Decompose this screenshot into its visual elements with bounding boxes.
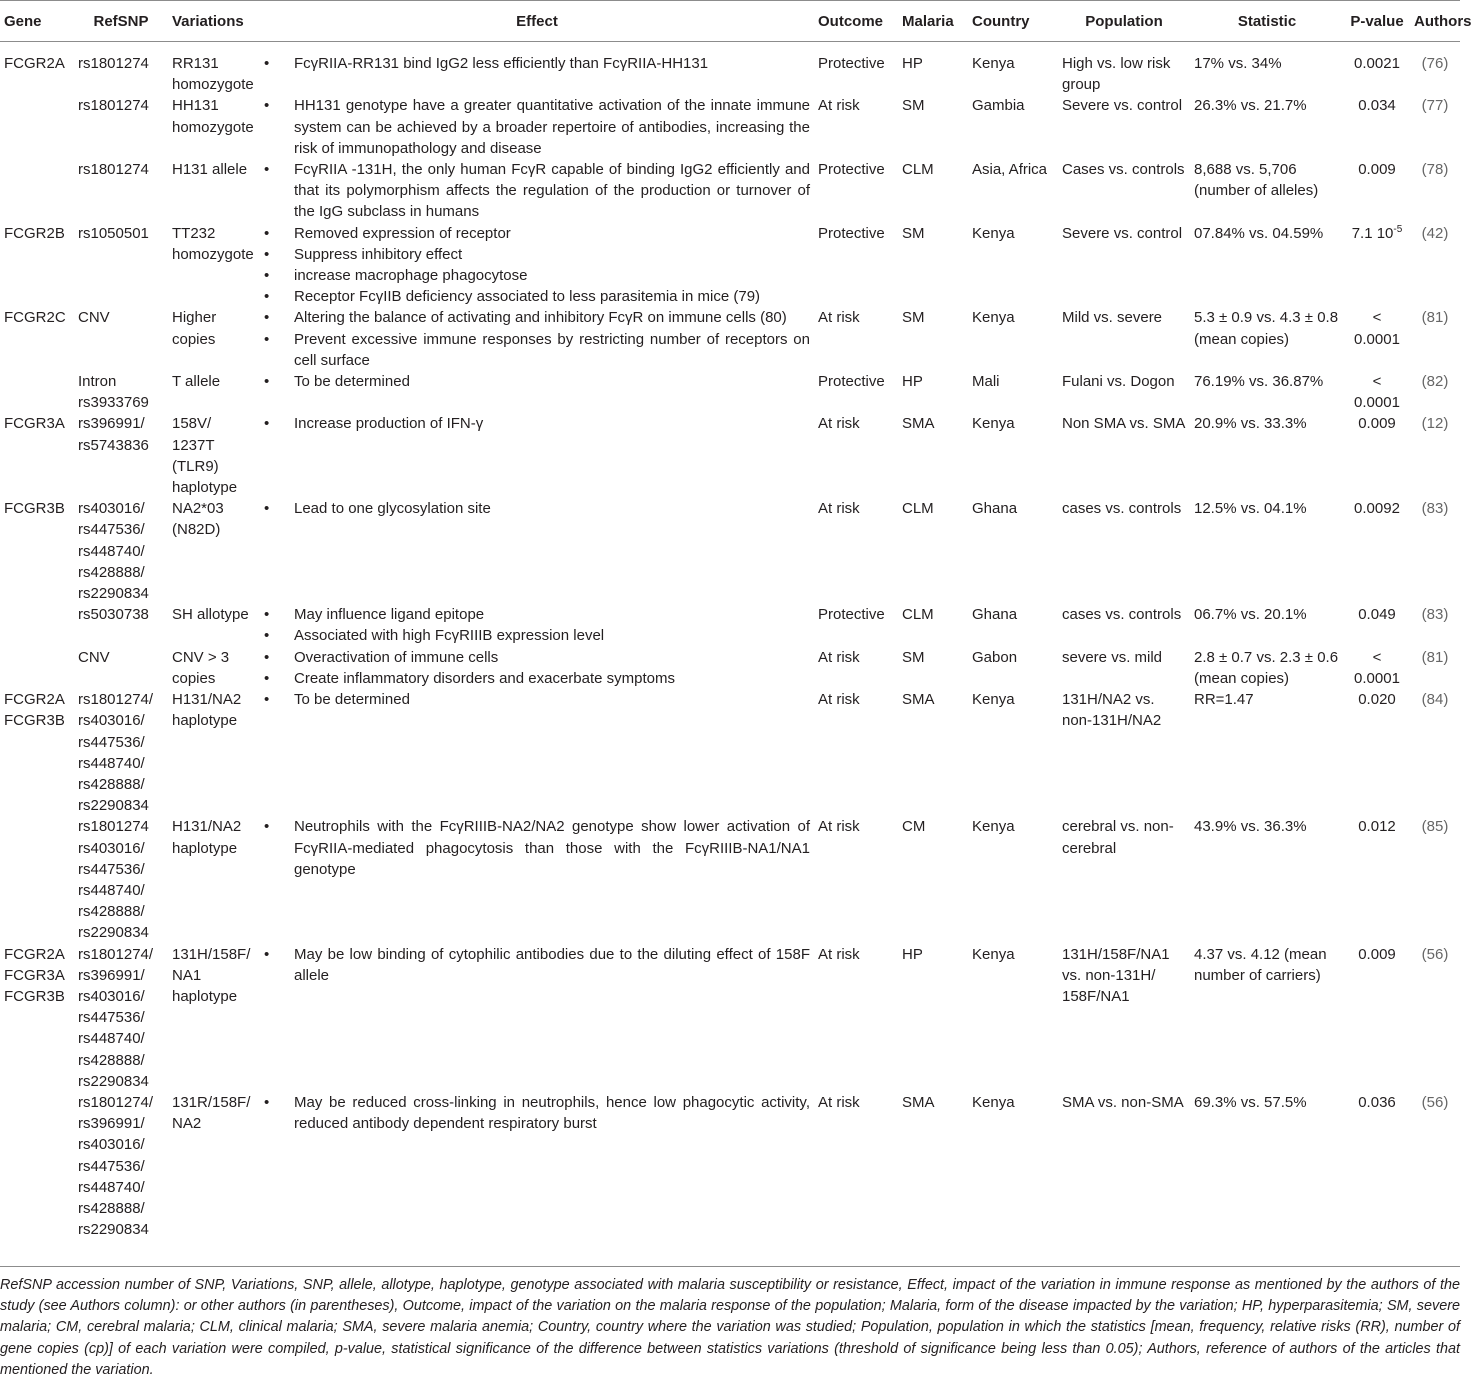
effect-item: • FcγRIIA-RR131 bind IgG2 less efficiently than FcγRIIA-HH131	[264, 53, 810, 74]
cell-effect	[260, 223, 814, 308]
cell-outcome: At risk	[818, 691, 860, 709]
effect-item: • May influence ligand epitope	[264, 604, 810, 625]
cell-variations: T allele	[172, 373, 221, 391]
cell-pvalue: 0.036	[1358, 1093, 1396, 1111]
cell-population: High vs. low risk group	[1062, 55, 1171, 94]
effect-item: • To be determined	[264, 689, 810, 710]
cell-pvalue: 0.009	[1358, 161, 1396, 179]
effect-item: • Suppress inhibitory effect	[264, 244, 810, 265]
effect-list	[264, 95, 810, 159]
effect-list	[264, 689, 810, 710]
table-row	[0, 944, 1460, 1092]
cell-refsnp: rs403016/ rs447536/ rs448740/ rs428888/ rs2290834	[78, 500, 149, 603]
cell-malaria: CLM	[902, 500, 934, 518]
cell-statistic: 26.3% vs. 21.7%	[1194, 97, 1307, 115]
table-row	[0, 604, 1460, 646]
cell-pvalue: 0.020	[1358, 691, 1396, 709]
cell-effect	[260, 689, 814, 816]
header-variations: Variations	[168, 1, 260, 42]
cell-country: Kenya	[972, 309, 1015, 327]
cell-effect	[260, 42, 814, 96]
cell-authors: (76)	[1421, 55, 1449, 72]
cell-country: Mali	[972, 373, 1000, 391]
header-authors: Authors	[1410, 1, 1460, 42]
cell-pvalue: 0.009	[1358, 415, 1396, 433]
cell-country: Kenya	[972, 224, 1015, 242]
cell-country: Kenya	[972, 818, 1015, 836]
table-body	[0, 42, 1460, 1241]
cell-effect	[260, 498, 814, 604]
cell-pvalue: 0.034	[1358, 97, 1396, 115]
cell-refsnp: rs5030738	[78, 606, 149, 624]
cell-effect	[260, 944, 814, 1092]
cell-authors: (83)	[1421, 500, 1449, 518]
effect-item: • Altering the balance of activating and inhibitory FcγR on immune cells (80)	[264, 307, 810, 328]
cell-variations: Higher copies	[172, 309, 217, 348]
cell-statistic: 4.37 vs. 4.12 (mean number of carriers)	[1194, 945, 1327, 984]
cell-outcome: At risk	[818, 945, 860, 963]
cell-outcome: At risk	[818, 500, 860, 518]
cell-effect	[260, 413, 814, 498]
cell-refsnp: rs1801274/ rs396991/ rs403016/ rs447536/ rs448740/ rs428888/ rs2290834	[78, 945, 154, 1090]
table-row	[0, 689, 1460, 816]
cell-gene	[0, 816, 74, 943]
cell-authors: (84)	[1421, 691, 1449, 709]
cell-population: cases vs. controls	[1062, 500, 1182, 518]
effect-list	[264, 647, 810, 689]
cell-authors: (82)	[1421, 373, 1449, 391]
cell-refsnp: rs1801274	[78, 97, 149, 115]
effect-list	[264, 413, 810, 434]
cell-population: Severe vs. control	[1062, 97, 1183, 115]
cell-outcome: Protective	[818, 606, 885, 624]
cell-statistic: 5.3 ± 0.9 vs. 4.3 ± 0.8 (mean copies)	[1194, 309, 1339, 348]
cell-refsnp: Intron rs3933769	[78, 373, 149, 412]
cell-gene	[0, 1092, 74, 1240]
cell-outcome: Protective	[818, 224, 885, 242]
cell-population: cerebral vs. non-cerebral	[1062, 818, 1174, 857]
cell-variations: 131H/158F/ NA1 haplotype	[172, 945, 251, 1005]
cell-pvalue: < 0.0001	[1354, 373, 1400, 412]
table-row	[0, 95, 1460, 159]
cell-effect	[260, 816, 814, 943]
header-malaria: Malaria	[898, 1, 968, 42]
cell-authors: (77)	[1421, 97, 1449, 115]
cell-variations: SH allotype	[172, 606, 249, 624]
header-country: Country	[968, 1, 1058, 42]
cell-country: Ghana	[972, 500, 1018, 518]
table-row	[0, 816, 1460, 943]
effect-list	[264, 371, 810, 392]
cell-malaria: HP	[902, 55, 923, 72]
cell-outcome: Protective	[818, 55, 885, 72]
cell-country: Ghana	[972, 606, 1018, 624]
cell-statistic: 69.3% vs. 57.5%	[1194, 1093, 1307, 1111]
cell-pvalue: 0.0021	[1354, 55, 1400, 72]
cell-gene	[0, 159, 74, 223]
cell-outcome: Protective	[818, 373, 885, 391]
cell-authors: (83)	[1421, 606, 1449, 624]
cell-malaria: HP	[902, 945, 923, 963]
header-outcome: Outcome	[814, 1, 898, 42]
cell-authors: (85)	[1421, 818, 1449, 836]
cell-variations: TT232 homozygote	[172, 224, 254, 263]
cell-variations: NA2*03 (N82D)	[172, 500, 224, 539]
table-row	[0, 413, 1460, 498]
cell-gene: FCGR2A FCGR3A FCGR3B	[4, 945, 65, 1005]
cell-statistic: 06.7% vs. 20.1%	[1194, 606, 1307, 624]
header-statistic: Statistic	[1190, 1, 1344, 42]
cell-outcome: At risk	[818, 1093, 860, 1111]
cell-statistic: RR=1.47	[1194, 691, 1254, 709]
cell-refsnp: rs1801274	[78, 161, 149, 179]
effect-list	[264, 498, 810, 519]
effect-item: • May be low binding of cytophilic antibodies due to the diluting effect of 158F allele	[264, 944, 810, 986]
effect-item: • HH131 genotype have a greater quantitative activation of the innate immune system can be achieved by a broader repertoire of antibodies, increasing the risk of immunopathology and disease	[264, 95, 810, 159]
cell-malaria: CM	[902, 818, 926, 836]
cell-refsnp: rs1801274 rs403016/ rs447536/ rs448740/ rs428888/ rs2290834	[78, 818, 149, 942]
table-row	[0, 307, 1460, 371]
effect-list	[264, 604, 810, 646]
cell-population: Cases vs. controls	[1062, 161, 1185, 179]
cell-authors: (56)	[1421, 1093, 1449, 1111]
cell-country: Asia, Africa	[972, 161, 1048, 179]
header-gene: Gene	[0, 1, 74, 42]
effect-item: • increase macrophage phagocytose	[264, 265, 810, 286]
effect-list	[264, 223, 810, 308]
cell-refsnp: rs1801274/ rs396991/ rs403016/ rs447536/ rs448740/ rs428888/ rs2290834	[78, 1093, 154, 1239]
cell-population: 131H/NA2 vs. non-131H/NA2	[1062, 691, 1162, 730]
cell-refsnp: rs1801274	[78, 55, 149, 72]
cell-statistic: 76.19% vs. 36.87%	[1194, 373, 1324, 391]
cell-pvalue: 0.012	[1358, 818, 1396, 836]
cell-outcome: At risk	[818, 818, 860, 836]
cell-authors: (78)	[1421, 161, 1449, 179]
header-pvalue: P-value	[1344, 1, 1410, 42]
cell-statistic: 2.8 ± 0.7 vs. 2.3 ± 0.6 (mean copies)	[1194, 648, 1339, 687]
cell-variations: HH131 homozygote	[172, 97, 254, 136]
table-row	[0, 223, 1460, 308]
cell-country: Gabon	[972, 648, 1018, 666]
cell-effect	[260, 647, 814, 689]
cell-variations: 131R/158F/ NA2	[172, 1093, 251, 1133]
effect-item: • Associated with high FcγRIIIB expression level	[264, 625, 810, 646]
effect-list	[264, 1092, 810, 1134]
header-effect: Effect	[260, 1, 814, 42]
cell-country: Kenya	[972, 691, 1015, 709]
cell-gene: FCGR3A	[4, 415, 65, 433]
cell-population: Non SMA vs. SMA	[1062, 415, 1186, 433]
cell-variations: CNV > 3 copies	[172, 648, 230, 687]
cell-malaria: SM	[902, 648, 925, 666]
cell-statistic: 43.9% vs. 36.3%	[1194, 818, 1307, 836]
effect-list	[264, 159, 810, 223]
effect-item: • Prevent excessive immune responses by restricting number of receptors on cell surface	[264, 329, 810, 371]
cell-malaria: SMA	[902, 415, 935, 433]
cell-authors: (81)	[1421, 648, 1449, 666]
cell-effect	[260, 95, 814, 159]
effect-item: • To be determined	[264, 371, 810, 392]
effect-item: • Lead to one glycosylation site	[264, 498, 810, 519]
pvalue-exponent: -5	[1393, 223, 1403, 235]
cell-population: Mild vs. severe	[1062, 309, 1163, 327]
effect-item: • FcγRIIA -131H, the only human FcγR capable of binding IgG2 efficiently and that its polymorphism affects the regulation of the production or turnover of the IgG subclass in humans	[264, 159, 810, 223]
cell-authors: (42)	[1421, 224, 1449, 242]
cell-outcome: At risk	[818, 648, 860, 666]
effect-list	[264, 816, 810, 880]
cell-malaria: SM	[902, 309, 925, 327]
cell-outcome: Protective	[818, 161, 885, 179]
cell-effect	[260, 371, 814, 413]
table-footnote: RefSNP accession number of SNP, Variations, SNP, allele, allotype, haplotype, genotype associated with malaria susceptibility or resistance, Effect, impact of the variation in immune response as mentioned by the authors of the study (see Authors column): or other authors (in parentheses), Outcome, impact of the variation on the malaria response of the population; Malaria, form of the disease impacted by the variation; HP, hyperparasitemia; SM, severe malaria; CM, cerebral malaria; CLM, clinical malaria; SMA, severe malaria anemia; Country, country where the variation was studied; Population, population in which the statistics [mean, frequency, relative risks (RR), number of gene copies (cp)] of each variation were compiled, p-value, statistical significance of the difference between statistics variations (threshold of significance being less than 0.05); Authors, reference of authors of the articles that mentioned the variation.	[0, 1266, 1460, 1381]
cell-variations: H131/NA2 haplotype	[172, 691, 242, 730]
effect-item: • Increase production of IFN-γ	[264, 413, 810, 434]
cell-population: Fulani vs. Dogon	[1062, 373, 1175, 391]
cell-outcome: At risk	[818, 97, 860, 115]
cell-country: Kenya	[972, 945, 1015, 963]
effect-item: • Create inflammatory disorders and exacerbate symptoms	[264, 668, 810, 689]
cell-population: SMA vs. non-SMA	[1062, 1093, 1184, 1111]
cell-gene: FCGR3B	[4, 500, 65, 518]
cell-variations: H131 allele	[172, 161, 248, 179]
cell-malaria: SM	[902, 224, 925, 242]
cell-country: Kenya	[972, 55, 1015, 72]
cell-gene: FCGR2B	[4, 224, 65, 242]
cell-gene: FCGR2A FCGR3B	[4, 691, 65, 730]
table-row	[0, 498, 1460, 604]
cell-population: Severe vs. control	[1062, 224, 1183, 242]
table-row	[0, 647, 1460, 689]
effect-item: • Overactivation of immune cells	[264, 647, 810, 668]
cell-statistic: 12.5% vs. 04.1%	[1194, 500, 1307, 518]
cell-country: Kenya	[972, 1093, 1015, 1111]
cell-pvalue: < 0.0001	[1354, 648, 1400, 687]
cell-outcome: At risk	[818, 309, 860, 327]
cell-pvalue	[1344, 223, 1410, 308]
cell-refsnp: rs396991/ rs5743836	[78, 415, 149, 454]
cell-variations: H131/NA2 haplotype	[172, 818, 242, 857]
cell-effect	[260, 307, 814, 371]
cell-refsnp: CNV	[78, 309, 110, 327]
cell-variations: RR131 homozygote	[172, 55, 254, 94]
cell-gene	[0, 604, 74, 646]
table-row	[0, 1092, 1460, 1240]
cell-population: cases vs. controls	[1062, 606, 1182, 624]
cell-refsnp: CNV	[78, 648, 110, 666]
cell-authors: (81)	[1421, 309, 1449, 327]
cell-gene	[0, 371, 74, 413]
table-row	[0, 42, 1460, 96]
cell-effect	[260, 159, 814, 223]
cell-country: Gambia	[972, 97, 1025, 115]
effect-list	[264, 944, 810, 986]
cell-refsnp: rs1050501	[78, 224, 149, 242]
cell-effect	[260, 604, 814, 646]
cell-malaria: SMA	[902, 691, 935, 709]
cell-gene	[0, 95, 74, 159]
cell-refsnp: rs1801274/ rs403016/ rs447536/ rs448740/ rs428888/ rs2290834	[78, 691, 154, 815]
effect-list	[264, 307, 810, 371]
cell-pvalue: 0.049	[1358, 606, 1396, 624]
cell-pvalue: 0.009	[1358, 945, 1396, 963]
cell-pvalue: < 0.0001	[1354, 309, 1400, 348]
cell-statistic: 8,688 vs. 5,706 (number of alleles)	[1194, 161, 1319, 200]
cell-statistic: 17% vs. 34%	[1194, 55, 1282, 72]
cell-outcome: At risk	[818, 415, 860, 433]
cell-country: Kenya	[972, 415, 1015, 433]
cell-malaria: SM	[902, 97, 925, 115]
cell-effect	[260, 1092, 814, 1240]
effect-list	[264, 53, 810, 74]
cell-authors: (12)	[1421, 415, 1449, 433]
cell-statistic: 20.9% vs. 33.3%	[1194, 415, 1307, 433]
cell-authors: (56)	[1421, 945, 1449, 963]
cell-statistic: 07.84% vs. 04.59%	[1194, 224, 1324, 242]
cell-malaria: SMA	[902, 1093, 935, 1111]
table-row	[0, 371, 1460, 413]
cell-gene: FCGR2C	[4, 309, 66, 327]
effect-item: • Receptor FcγIIB deficiency associated to less parasitemia in mice (79)	[264, 286, 810, 307]
cell-pvalue: 0.0092	[1354, 500, 1400, 518]
header-refsnp: RefSNP	[74, 1, 168, 42]
cell-variations: 158V/ 1237T (TLR9) haplotype	[172, 415, 238, 497]
effect-item: • Neutrophils with the FcγRIIIB-NA2/NA2 genotype show lower activation of FcγRIIA-mediated phagocytosis than those with the FcγRIIIB-NA1/NA1 genotype	[264, 816, 810, 880]
pvalue-base: 7.1 10	[1351, 224, 1394, 242]
header-population: Population	[1058, 1, 1190, 42]
cell-gene	[0, 647, 74, 689]
effect-item: • Removed expression of receptor	[264, 223, 810, 244]
cell-malaria: CLM	[902, 606, 934, 624]
cell-malaria: CLM	[902, 161, 934, 179]
table-row	[0, 159, 1460, 223]
cell-malaria: HP	[902, 373, 923, 391]
effect-item: • May be reduced cross-linking in neutrophils, hence low phagocytic activity, reduced antibody dependent respiratory burst	[264, 1092, 810, 1134]
cell-population: 131H/158F/NA1 vs. non-131H/ 158F/NA1	[1062, 945, 1170, 1005]
cell-population: severe vs. mild	[1062, 648, 1163, 666]
cell-gene: FCGR2A	[4, 55, 65, 72]
header-row	[0, 1, 1460, 42]
